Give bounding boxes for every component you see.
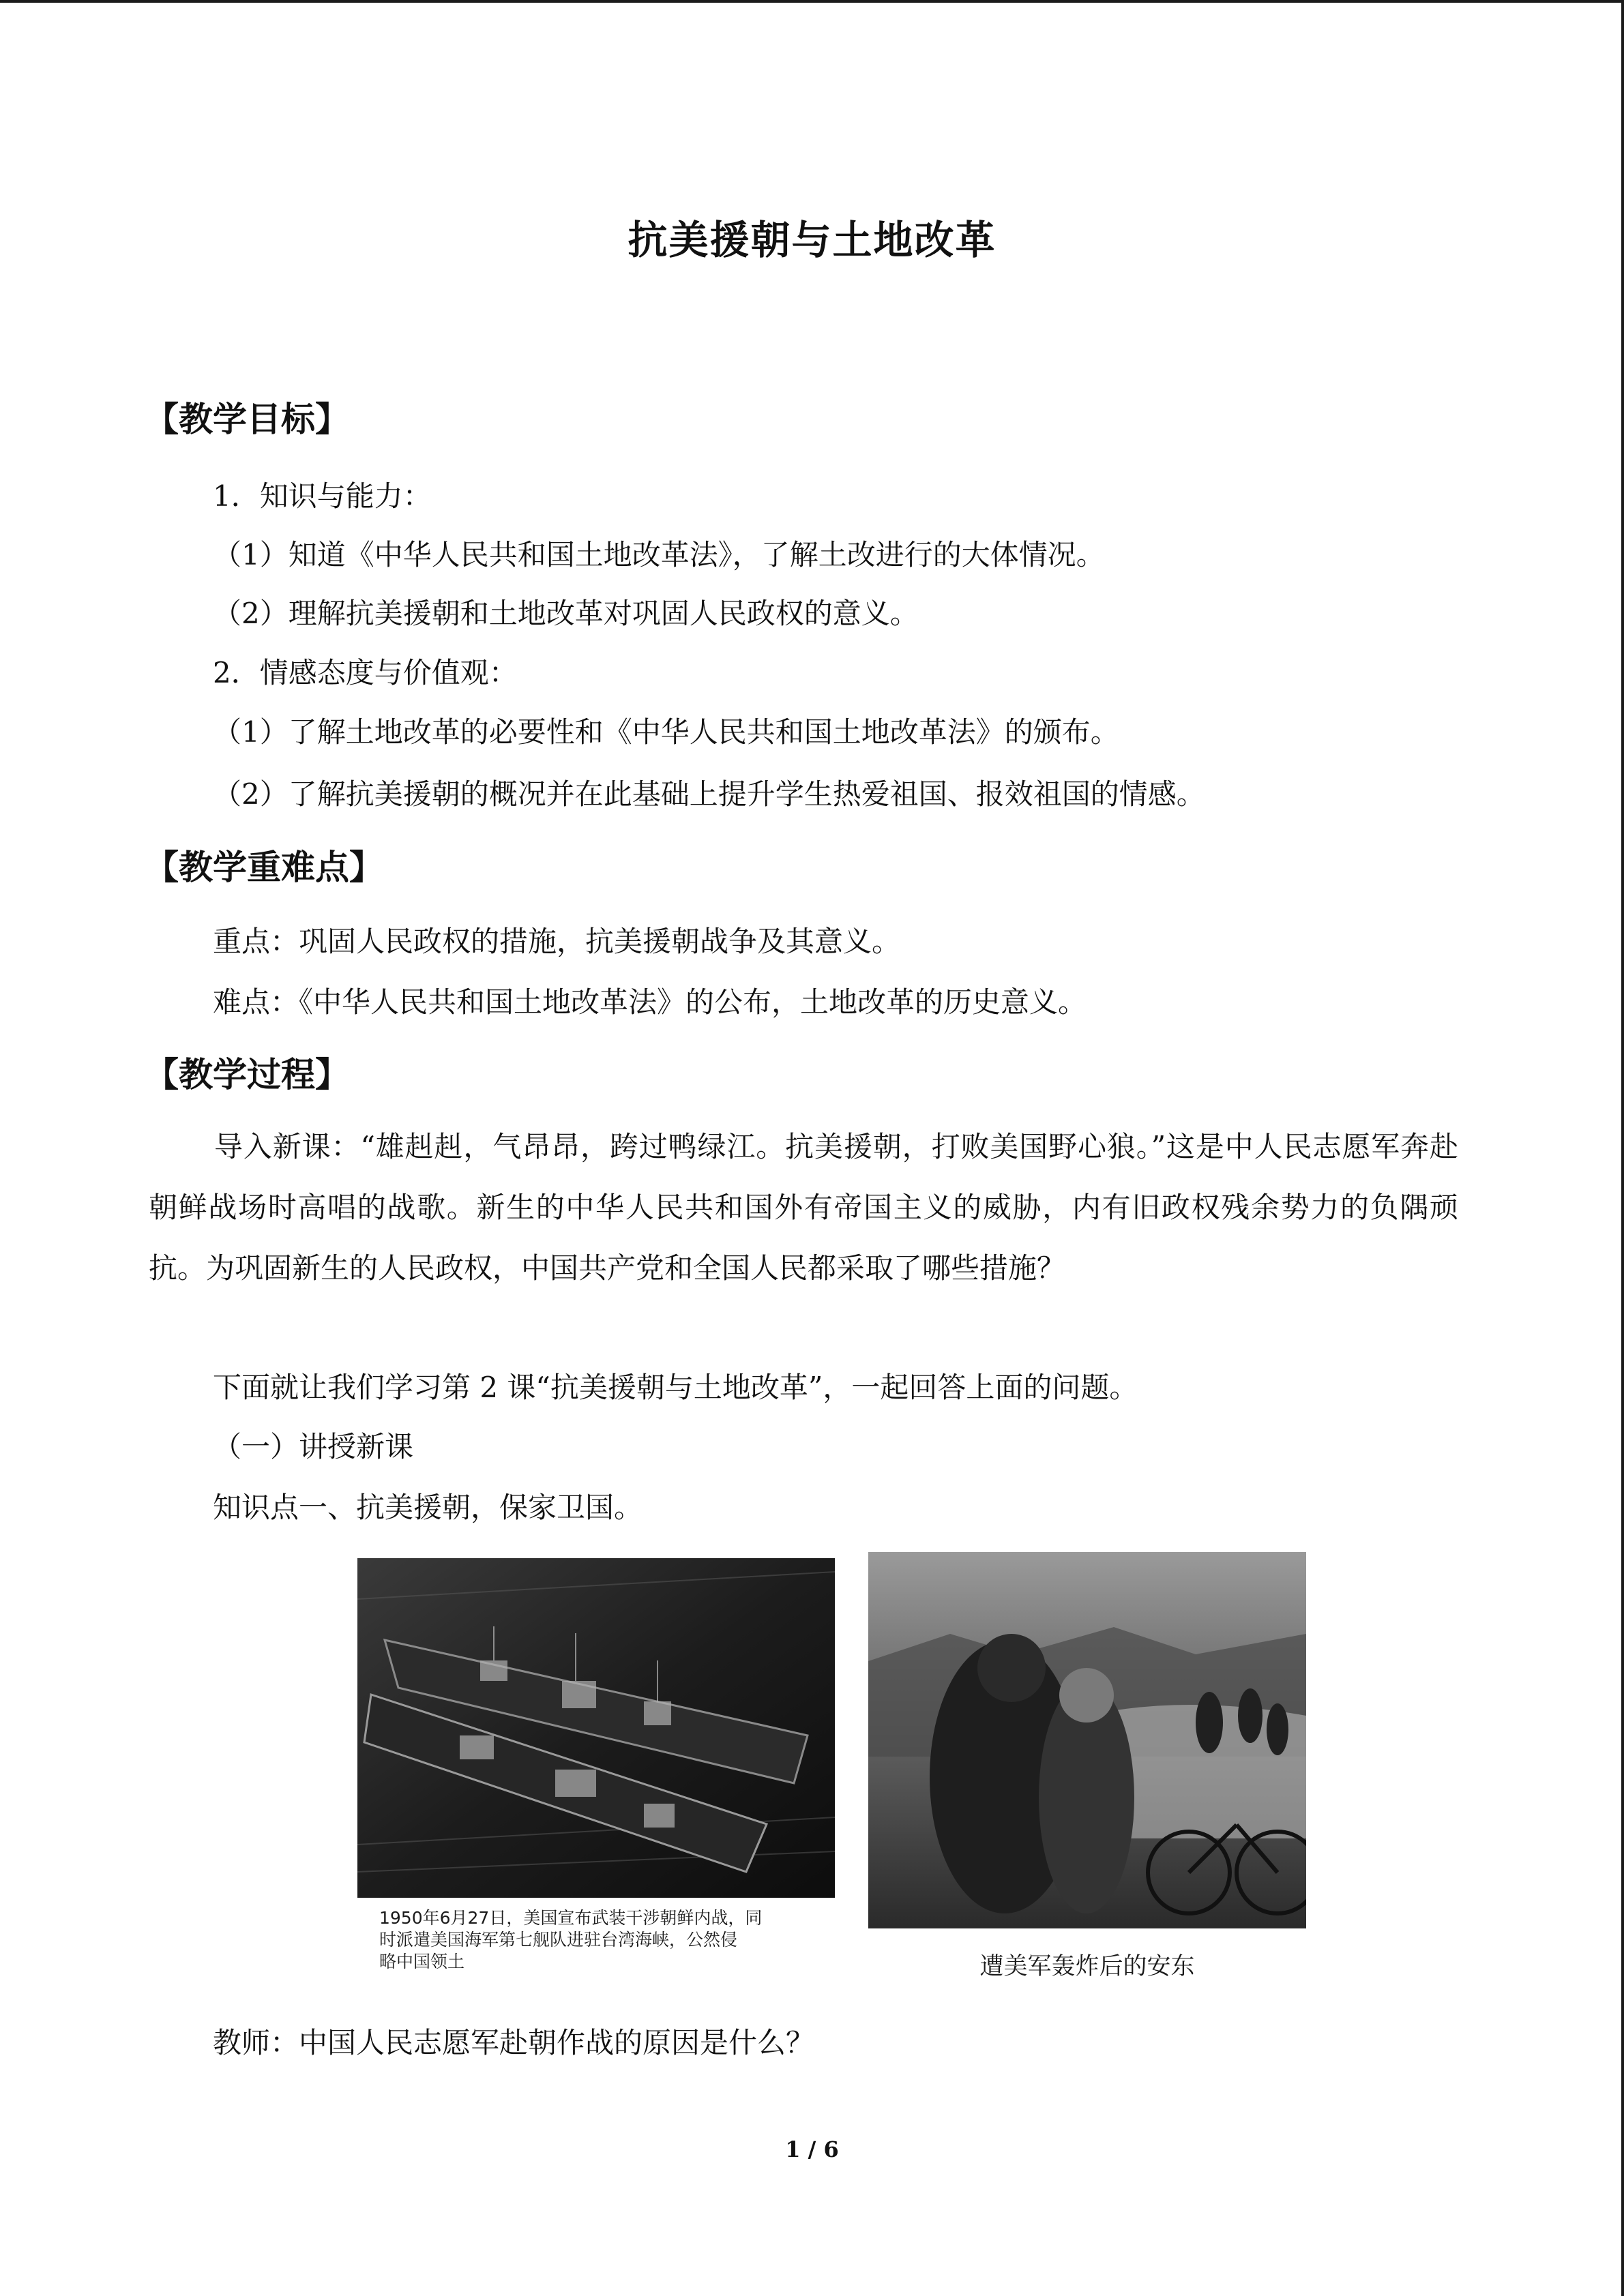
objective-line: 1．知识与能力： — [213, 479, 432, 513]
warship-caption-line: 略中国领土 — [379, 1952, 465, 1971]
section-heading-key-points: 【教学重难点】 — [145, 848, 383, 887]
objective-line: （2）理解抗美援朝和土地改革对巩固人民政权的意义。 — [213, 597, 919, 630]
document-title: 抗美援朝与土地改革 — [628, 217, 996, 263]
key-point-line: 难点：《中华人民共和国土地改革法》的公布，土地改革的历史意义。 — [213, 985, 1087, 1019]
objective-line: （1）了解土地改革的必要性和《中华人民共和国土地改革法》的颁布。 — [213, 715, 1119, 749]
key-point-line: 重点：巩固人民政权的措施，抗美援朝战争及其意义。 — [213, 925, 901, 958]
knowledge-point: 知识点一、抗美援朝，保家卫国。 — [213, 1491, 643, 1524]
warship-caption-line: 1950年6月27日，美国宣布武装干涉朝鲜内战，同 — [379, 1908, 763, 1928]
objective-line: （1）知道《中华人民共和国土地改革法》，了解土改进行的大体情况。 — [213, 538, 1105, 571]
objective-line: 2．情感态度与价值观： — [213, 656, 518, 689]
lead-paragraph: 下面就让我们学习第 2 课“抗美援朝与土地改革”，一起回答上面的问题。 — [213, 1371, 1138, 1404]
bombed-andong-photo — [868, 1552, 1306, 1928]
objective-line: （2）了解抗美援朝的概况并在此基础上提升学生热爱祖国、报效祖国的情感。 — [213, 777, 1205, 811]
warship-photo — [357, 1558, 835, 1898]
page-number: 1 / 6 — [785, 2136, 839, 2162]
intro-paragraph: 导入新课：“雄赳赳，气昂昂，跨过鸭绿江。抗美援朝，打败美国野心狼。”这是中人民志愿军奔赴朝鲜战场时高唱的战歌。新生的中华人民共和国外有帝国主义的威胁，内有旧政权残余势力的负隅顽抗。为巩固新生的人民政权，中国共产党和全国人民都采取了哪些措施？ — [149, 1130, 1458, 1285]
section-heading-objectives: 【教学目标】 — [145, 400, 349, 439]
sub-heading: （一）讲授新课 — [213, 1430, 414, 1463]
warship-caption — [379, 1907, 857, 1973]
warship-caption-line: 时派遣美国海军第七舰队进驻台湾海峡，公然侵 — [379, 1930, 738, 1950]
section-heading-process: 【教学过程】 — [145, 1055, 349, 1094]
bombed-andong-caption: 遭美军轰炸后的安东 — [979, 1953, 1195, 1980]
top-border — [0, 0, 1624, 3]
teacher-question: 教师：中国人民志愿军赴朝作战的原因是什么？ — [213, 2026, 815, 2059]
right-border — [1621, 0, 1624, 2296]
